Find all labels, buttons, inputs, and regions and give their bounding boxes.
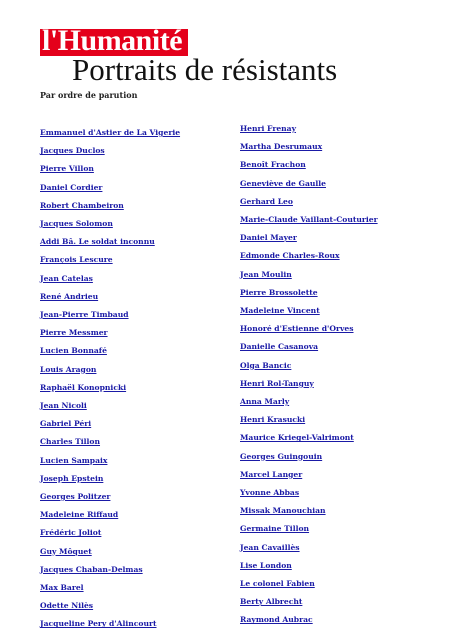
portrait-list-item — [40, 138, 105, 157]
portrait-list-item — [40, 229, 155, 248]
portrait-link[interactable]: Charles Tillon — [40, 437, 101, 447]
portrait-link[interactable]: Honoré d'Estienne d'Orves — [240, 324, 354, 334]
portrait-link[interactable]: Max Barel — [40, 583, 84, 592]
portrait-link[interactable]: Olga Bancic — [240, 360, 292, 370]
portrait-list-item — [40, 429, 100, 448]
portrait-link[interactable]: Jacques Solomon — [40, 219, 113, 228]
portrait-link[interactable]: Jean-Pierre Timbaud — [40, 310, 129, 319]
portrait-list-item — [240, 243, 340, 262]
portrait-link[interactable]: Marcel Langer — [240, 469, 303, 479]
portrait-link[interactable]: Gabriel Péri — [40, 419, 92, 429]
portrait-link[interactable]: Geneviève de Gaulle — [240, 178, 326, 188]
portrait-list-item — [240, 116, 296, 135]
portrait-link[interactable]: Jean Nicoli — [40, 401, 87, 410]
portrait-list-item — [240, 152, 306, 171]
portrait-link[interactable]: Louis Aragon — [40, 364, 97, 374]
portrait-link[interactable]: Gerhard Leo — [240, 196, 293, 206]
portrait-link[interactable]: Pierre Villon — [40, 164, 94, 174]
portrait-link[interactable]: Anna Marly — [240, 397, 290, 406]
portrait-list-item — [240, 189, 293, 208]
portrait-link[interactable]: Madeleine Vincent — [240, 306, 320, 315]
portrait-list-item — [240, 498, 326, 517]
portrait-list-item — [40, 375, 126, 394]
portrait-link[interactable]: Martha Desrumaux — [240, 142, 323, 152]
portrait-list-item — [40, 466, 103, 485]
portrait-list-item — [40, 539, 92, 558]
portrait-link[interactable]: Jacques Duclos — [40, 146, 105, 156]
portrait-list-item — [40, 247, 113, 266]
portrait-link[interactable]: Henri Frenay — [240, 124, 297, 133]
portrait-link[interactable]: Jacqueline Pery d'Alincourt — [40, 619, 157, 629]
portrait-list-item — [240, 407, 305, 426]
portrait-link[interactable]: Germaine Tillon — [240, 524, 310, 534]
portrait-link[interactable]: Georges Politzer — [40, 492, 111, 501]
portrait-list-item — [40, 557, 143, 576]
portrait-link[interactable]: Edmonde Charles-Roux — [240, 251, 340, 261]
portrait-list-item — [40, 302, 129, 321]
portrait-list-item — [40, 357, 96, 376]
portrait-link[interactable]: Daniel Mayer — [240, 233, 297, 243]
portrait-list-item — [40, 320, 108, 339]
portrait-link[interactable]: Emmanuel d'Astier de La Vigerie — [40, 128, 181, 137]
portrait-list-item — [240, 480, 299, 499]
portrait-list-item — [40, 575, 84, 594]
portrait-link[interactable]: François Lescure — [40, 255, 113, 265]
portrait-link[interactable]: René Andrieu — [40, 291, 99, 301]
portrait-link[interactable]: Benoît Frachon — [240, 160, 306, 170]
portrait-list-item — [240, 334, 318, 353]
portrait-list-item — [40, 411, 91, 430]
portrait-list-item — [40, 593, 93, 612]
portrait-list-item — [40, 175, 102, 194]
portrait-link[interactable]: Odette Nilès — [40, 601, 94, 611]
portrait-link[interactable]: Georges Guingouin — [240, 451, 323, 461]
portrait-link[interactable]: Pierre Brossolette — [240, 287, 318, 297]
portrait-list-item — [240, 571, 315, 590]
portrait-list-item — [240, 589, 302, 608]
portrait-link[interactable]: Jean Moulin — [240, 269, 292, 279]
portrait-list-item — [40, 120, 180, 139]
portrait-list-item — [240, 280, 318, 299]
page-title: Portraits de résistants — [72, 52, 338, 87]
portrait-list-item — [240, 462, 302, 481]
portrait-link[interactable]: Henri Krasucki — [240, 415, 306, 425]
portrait-list-item — [40, 520, 101, 539]
portrait-link[interactable]: Yvonne Abbas — [240, 488, 300, 497]
logo-text: l'Humanité — [42, 29, 183, 56]
portrait-list-item — [40, 484, 110, 503]
portrait-list-item — [40, 448, 107, 467]
portrait-link[interactable]: Raphaël Konopnicki — [40, 382, 127, 392]
portrait-list-item — [40, 611, 157, 630]
portrait-link[interactable]: Lucien Sampaix — [40, 455, 108, 465]
portrait-list-item — [40, 266, 93, 285]
portrait-link[interactable]: Addi Bâ. Le soldat inconnu — [40, 237, 155, 247]
portrait-link[interactable]: Pierre Messmer — [40, 328, 108, 338]
portrait-link[interactable]: Guy Môquet — [40, 546, 92, 556]
portrait-list-item — [240, 389, 289, 408]
portrait-link[interactable]: Jacques Chaban-Delmas — [40, 564, 143, 574]
portrait-link[interactable]: Danielle Casanova — [240, 342, 319, 352]
portrait-list-item — [40, 284, 98, 303]
portrait-list-item — [240, 353, 291, 372]
portrait-list-item — [240, 134, 322, 153]
portrait-link[interactable]: Henri Rol-Tanguy — [240, 378, 314, 388]
portrait-list-item — [40, 338, 107, 357]
portrait-link[interactable]: Berty Albrecht — [240, 597, 303, 607]
portrait-link[interactable]: Le colonel Fabien — [240, 579, 315, 588]
portrait-link[interactable]: Robert Chambeiron — [40, 200, 124, 210]
portrait-list-item — [40, 156, 94, 175]
portrait-list-item — [240, 444, 322, 463]
portrait-link[interactable]: Lucien Bonnafé — [40, 346, 107, 356]
page-subtitle: Par ordre de parution — [40, 90, 138, 100]
portrait-list-item — [240, 171, 326, 190]
portrait-list-item — [240, 316, 354, 335]
portrait-list-item — [240, 225, 297, 244]
portrait-list-item — [240, 553, 292, 572]
portrait-list-item — [40, 393, 87, 412]
portrait-link[interactable]: Jean Cavaillès — [240, 542, 300, 552]
portrait-link[interactable]: Madeleine Riffaud — [40, 510, 119, 520]
portrait-list-item — [240, 207, 378, 226]
portrait-list-item — [240, 262, 292, 281]
portrait-link[interactable]: Daniel Cordier — [40, 182, 103, 192]
portrait-list-item — [40, 193, 124, 212]
portrait-link[interactable]: Maurice Kriegel-Valrimont — [240, 433, 354, 443]
portrait-link[interactable]: Missak Manouchian — [240, 506, 326, 516]
portrait-list-item — [240, 607, 313, 626]
portrait-list-item — [240, 516, 309, 535]
portrait-list-item — [240, 425, 354, 444]
portrait-link[interactable]: Frédéric Joliot — [40, 528, 102, 538]
portrait-link[interactable]: Jean Catelas — [40, 273, 93, 283]
portrait-link[interactable]: Lise London — [240, 560, 292, 570]
portrait-list-item — [240, 535, 300, 554]
portrait-list-item — [240, 298, 320, 317]
portrait-list-item — [40, 502, 118, 521]
portrait-list-item — [240, 371, 314, 390]
portrait-list-item — [40, 211, 113, 230]
portrait-link[interactable]: Marie-Claude Vaillant-Couturier — [240, 215, 378, 224]
portrait-link[interactable]: Raymond Aubrac — [240, 615, 313, 625]
portrait-link[interactable]: Joseph Epstein — [40, 473, 104, 483]
